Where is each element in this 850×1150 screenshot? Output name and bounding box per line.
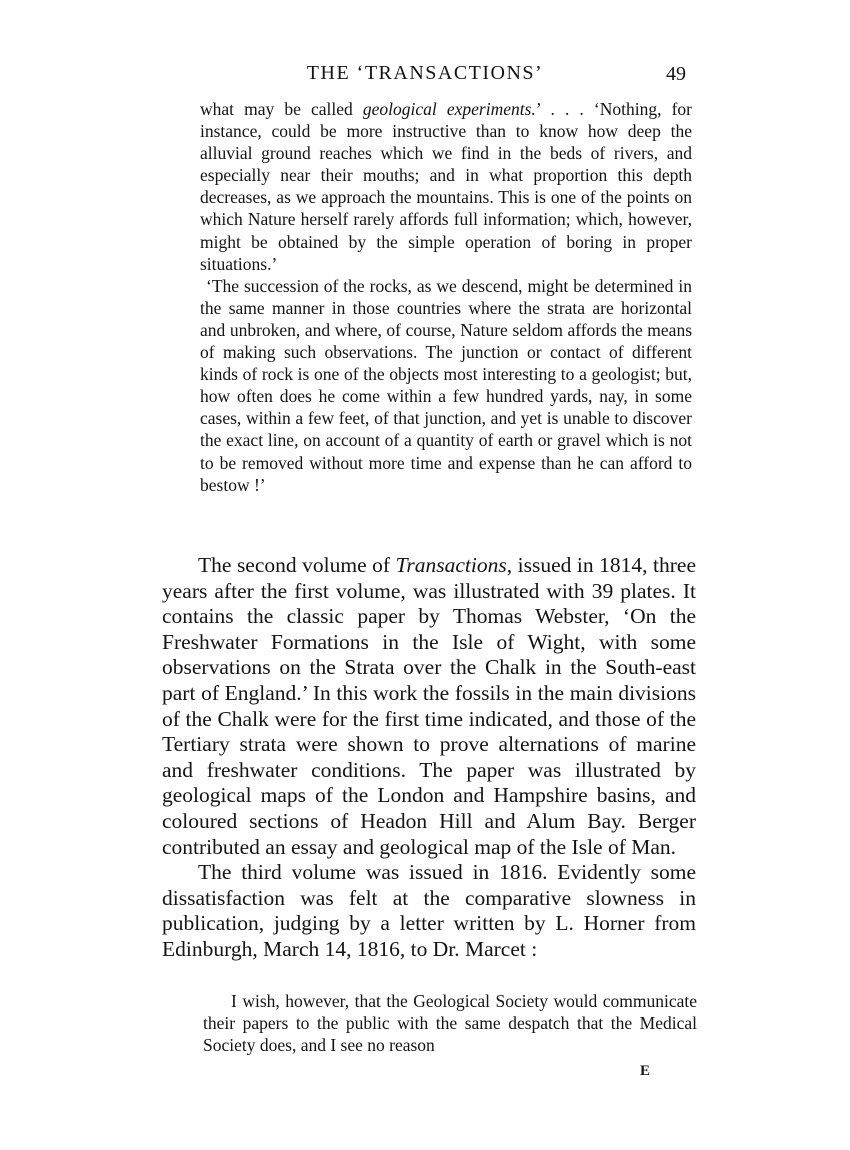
quoted-passage-1 (200, 98, 692, 496)
page-number: 49 (666, 63, 686, 85)
quote-text: what may be called (200, 99, 363, 119)
quote-paragraph: ‘The succession of the rocks, as we descend, might be determined in the same manner in those countries where the strata are horizontal and unbroken, and where, of course, Nature seldom affords the means of making such observations. The junction or contact of different kinds of rock is one of the objects most interesting to a geologist; but, how often does he come within a few hundred yards, nay, in some cases, within a few feet, of that junction, and yet is unable to discover the exact line, on account of a quantity of earth or gravel which is not to be removed without more time and expense than he can afford to bestow !’ (200, 275, 692, 495)
quote-text: ’ . . . ‘Nothing, for instance, could be more instructive than to know how deep the alluvial ground reaches which we find in the beds of rivers, and especially near their mouths; and in what proportion this depth decreases, as we approach the mountains. This is one of the points on which Nature herself rarely affords full information; which, however, might be obtained by the simple operation of boring in proper situations.’ (200, 99, 692, 274)
body-text-span: The second volume of (198, 553, 396, 577)
body-paragraph: The third volume was issued in 1816. Evidently some dissatisfaction was felt at the comparative slowness in publication, judging by a letter written by L. Horner from Edinburgh, March 14, 1816, to Dr. Marcet : (162, 860, 696, 961)
quote-paragraph (200, 98, 692, 275)
quoted-letter (203, 990, 697, 1056)
journal-title: Transactions (395, 553, 507, 577)
signature-mark: E (640, 1063, 652, 1079)
running-head-title: THE ‘TRANSACTIONS’ (306, 62, 544, 84)
body-paragraph (162, 553, 696, 860)
quote-emphasis: geological experiments. (362, 99, 536, 119)
body-text (162, 553, 696, 963)
running-head (0, 62, 850, 88)
letter-paragraph: I wish, however, that the Geological Society would communicate their papers to the public with the same despatch that the Medical Society does, and I see no reason (203, 991, 697, 1055)
body-text-span: , issued in 1814, three years after the first volume, was illustrated with 39 plates. It contains the classic paper by Thomas Webster, ‘On the Freshwater Formations in the Isle of Wight, with some observations on the Strata over the Chalk in the South-east part of England.’ In this work the fossils in the main divisions of the Chalk were for the first time indicated, and those of the Tertiary strata were shown to prove alternations of marine and freshwater conditions. The paper was illustrated by geological maps of the London and Hampshire basins, and coloured sections of Headon Hill and Alum Bay. Berger contributed an essay and geological map of the Isle of Man. (162, 553, 696, 859)
